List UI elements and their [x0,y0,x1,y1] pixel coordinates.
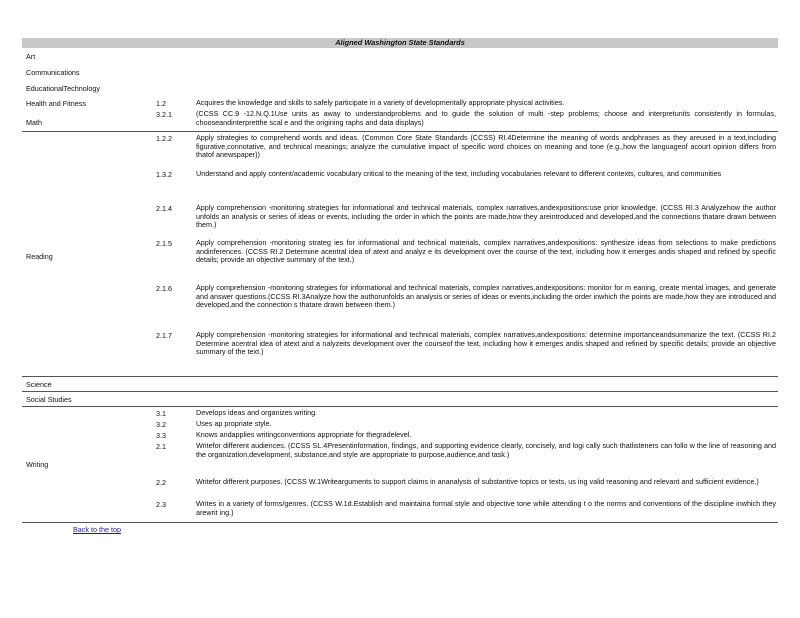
subject-label: Reading [26,252,53,261]
standard-number: 2.1.7 [156,331,172,340]
standard-number: 2.1.6 [156,284,172,293]
standard-text: Writefor different audiences. (CCSS SL.4Presentinformation, findings, and supporting evidence clearly, concisely, and logi cally such thatlisteners can follo w the line of reasoning and the organization,development, substance,and style are appropriate to purpose,audience,and task.) [196,441,776,459]
row-divider [22,391,778,392]
subject-label: Writing [26,460,49,469]
standard-number: 3.2.1 [156,110,172,119]
subject-label: Art [26,52,36,61]
standard-text: (CCSS CC.9 -12.N.Q.1Use units as away to understandproblems and to guide the solution of multi -step problems; choose and interpretunits consistently in formulas, chooseandinterpretthe scal e and the origining raphs and data displays) [196,109,776,127]
standard-number: 2.1.4 [156,204,172,213]
standard-text: Uses ap propriate style. [196,419,272,428]
standard-number: 3.2 [156,420,166,429]
row-divider [22,522,778,523]
standard-text: Apply comprehension -monitoring strateg ies for informational and technical materials, complex narratives,andexpositions: synthesize ideas from selections to make predictions andinferences. (CCSS RI.2 Determine acentral idea of atext and analyz e its development over the course of the text, including how it emerges andis shaped and refined by specific details; provide an objective summary of the text.) [196,238,776,265]
row-divider [22,131,778,132]
subject-label: Math [26,118,42,127]
standard-text: Apply comprehension -monitoring strategies for informational and technical materials, complex narratives,andexpositions:use prior knowledge. (CCSS RI.3 Analyzehow the author unfolds an analysis or series of ideas or events, including the order in which the points are made,how they areintroduced and developed,and the connections thatare drawn between them.) [196,203,776,230]
standard-number: 1.2 [156,99,166,108]
standard-text: Apply comprehension -monitoring strategies for informational and technical materials, complex narratives,andexpositions: monitor for m eaning, create mental images, and generate and answer questions.(CCSS RI.3Analyze how the authorunfolds an analysis or series of ideas or events,including the order inwhich the points are made,how they are introduced and developed,and the connection s thatare drawn between them.) [196,283,776,310]
standard-number: 3.1 [156,409,166,418]
standard-text: Writefor different purposes. (CCSS W.1Writearguments to support claims in ananalysis of substantive topics or texts, us ing valid reasoning and relevant and sufficient evidence.) [196,477,759,486]
standard-text: Develops ideas and organizes writing. [196,408,318,417]
standard-text: Knows andapplies writingconventions appropriate for thegradelevel. [196,430,412,439]
standard-text: Acquires the knowledge and skills to safely participate in a variety of developmentally appropriate physical activities. [196,98,565,107]
subject-row-reading [22,134,778,376]
standard-number: 3.3 [156,431,166,440]
subject-label: Health and Fitness [26,99,86,108]
standard-number: 2.2 [156,478,166,487]
subject-label: Communications [26,68,80,77]
row-divider [22,376,778,377]
subject-label: EducationalTechnology [26,84,100,93]
standard-number: 2.1.5 [156,239,172,248]
row-divider [22,406,778,407]
subject-row-writing [22,409,778,523]
standard-text: Writes in a variety of forms/genres. (CCSS W.1d.Establish and maintaina formal style and objective tone while attending t o the norms and conventions of the discipline inwhich they arewrit ing.) [196,499,776,517]
back-to-top-link[interactable]: Back to the top [73,525,121,534]
subject-label: Social Studies [26,395,72,404]
standards-header: Aligned Washington State Standards [22,38,778,48]
standard-number: 2.3 [156,500,166,509]
standard-number: 1.3.2 [156,170,172,179]
standard-text: Apply comprehension -monitoring strategies for informational and technical materials, complex narratives,andexpositions: determine importanceandsummarize the text. (CCSS RI.2 Determine acentral idea of atext and a nalyzeits development over the courseof the text, including how it emerges andis shaped and refined by specific details; provide an objective summary of the text.) [196,330,776,357]
standard-text: Apply strategies to comprehend words and ideas. (Common Core State Standards (CCSS) RI.4Determine the meaning of words andphrases as they areused in a text,including figurative,connotative, and technical meanings; analyze the cumulative impact of specific word choices on meaning and tone (e.g.,how the languageof acourt opinion differs from thatof anewspaper)) [196,133,776,160]
standard-number: 2.1 [156,442,166,451]
standard-number: 1.2.2 [156,134,172,143]
subject-label: Science [26,380,52,389]
standard-text: Understand and apply content/academic vocabulary critical to the meaning of the text, including vocabularies relevant to different contexts, cultures, and communities [196,169,722,178]
